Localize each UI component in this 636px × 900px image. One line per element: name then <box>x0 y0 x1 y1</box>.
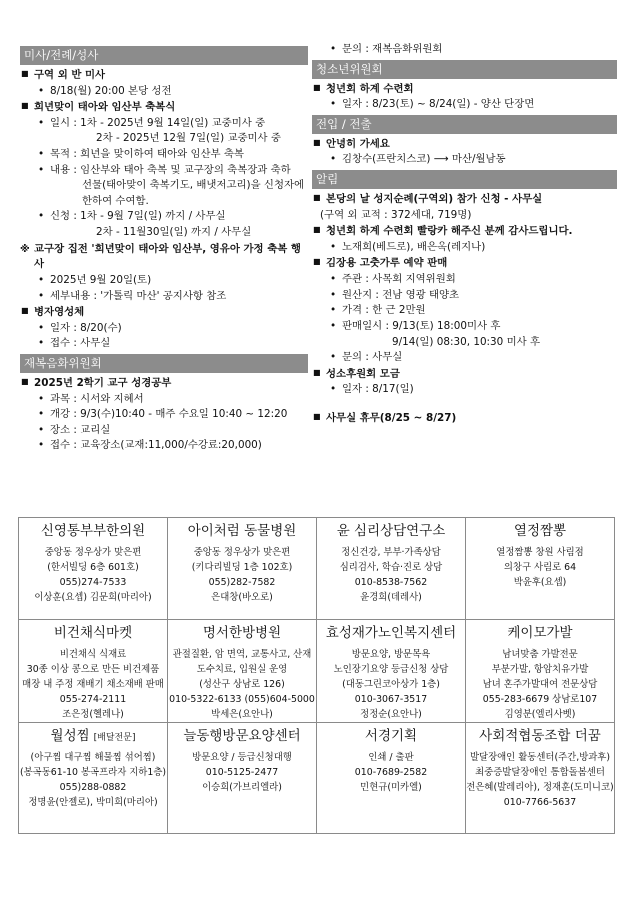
business-ad <box>19 723 168 834</box>
bullet-detail-continued: 선물(태아맞이 축복기도, 배냇저고리)을 신청자에 <box>82 179 305 192</box>
bullet-heading: ■ 희년맞이 태아와 임산부 축복식 <box>20 100 308 116</box>
business-name-text: 늘동행방문요양센터 <box>183 728 301 745</box>
bullet-heading: ■ 2025년 2학기 교구 성경공부 <box>20 376 308 392</box>
business-info-line: 방문요양, 방문목욕 <box>351 648 431 660</box>
bullet-detail: • 주관 : 사목회 지역위원회 <box>312 272 617 288</box>
business-info-line: 전은혜(발레리아), 정재훈(도미니코) <box>466 782 614 794</box>
business-info-line: 정신건강, 부부·가족상담 <box>341 546 441 558</box>
business-info-line: 부분가발, 항암치유가발 <box>491 663 589 675</box>
bullet-heading: ■ 본당의 날 성지순례(구역외) 참가 신청 - 사무실 <box>312 192 617 208</box>
business-name-text: 신영통부부한의원 <box>40 523 146 539</box>
business-info-line: 이승희(가브리엘라) <box>202 782 282 794</box>
bullet-detail: • 목적 : 희년을 맞이하여 태아와 임산부 축복 <box>20 147 308 163</box>
business-name <box>466 624 614 643</box>
business-name-text: 케이모가발 <box>507 625 573 641</box>
business-info-line: 010-3067-3517 <box>354 694 428 706</box>
bullet-heading: ■ 안녕히 가세요 <box>312 137 617 153</box>
section-header-liturgy: 미사/전례/성사 <box>20 46 308 65</box>
bullet-detail: • 세부내용 : '가톨릭 마산' 공지사항 참조 <box>20 289 308 305</box>
business-info-line: (봉곡동61-10 봉곡프라자 지하1층) <box>19 767 167 779</box>
business-name-text: 사회적협동조합 더꿈 <box>479 728 601 745</box>
directory-row <box>19 620 615 723</box>
business-info-line: (한서빌딩 6층 601호) <box>47 561 139 573</box>
business-name-text: 열정짬뽕 <box>513 523 567 539</box>
bullet-detail: • 일자 : 8/23(토) ~ 8/24(일) - 양산 단장면 <box>312 97 617 113</box>
business-ad <box>19 620 168 723</box>
business-name <box>19 624 167 643</box>
business-name <box>466 727 614 746</box>
business-ad <box>466 620 615 723</box>
business-ad <box>168 518 317 620</box>
business-name <box>19 727 167 746</box>
business-info-line: 중앙동 정우상가 맞은편 <box>44 546 142 558</box>
business-info-line: 인쇄 / 출판 <box>368 752 414 764</box>
business-info-line: 남녀 혼주가발대여 전문상담 <box>482 678 598 690</box>
business-info-line: 정정순(요안나) <box>360 709 422 721</box>
business-ad <box>466 723 615 834</box>
business-directory <box>18 517 615 834</box>
bullet-detail: • 문의 : 사무실 <box>312 350 617 366</box>
section-header-transfer: 전입 / 전출 <box>312 115 617 134</box>
business-info-line: (키다리빌딩 1층 102호) <box>191 561 293 573</box>
business-info-line: 남녀맞춤 가발전문 <box>502 648 578 660</box>
business-ad <box>317 518 466 620</box>
section-header-re-evangelization: 재복음화위원회 <box>20 354 308 373</box>
bullet-detail: • 내용 : 임산부와 태아 축복 및 교구장의 축복장과 축하 <box>20 163 308 179</box>
bullet-detail: • 개강 : 9/3(수)10:40 - 매주 수요일 10:40 ~ 12:20 <box>20 407 308 423</box>
business-info-line: 열정짬뽕 창원 사림점 <box>496 546 584 558</box>
business-info-line: 055)288-0882 <box>59 782 127 794</box>
business-ad <box>19 518 168 620</box>
bullet-detail: • 가격 : 한 근 2만원 <box>312 303 617 319</box>
bullet-heading: ■ 성소후원회 모금 <box>312 367 617 383</box>
business-info-line: 도수치료, 입원실 운영 <box>196 663 288 675</box>
business-ad <box>466 518 615 620</box>
bullet-detail: • 2025년 9월 20일(토) <box>20 273 308 289</box>
business-name-text: 명서한방병원 <box>202 625 282 641</box>
business-info-line: 010-7766-5637 <box>503 797 577 809</box>
bullet-detail-continued: 2차 - 2025년 12월 7일(일) 교중미사 중 <box>96 132 281 145</box>
business-name-text: 월성찜 <box>50 728 90 745</box>
business-name <box>466 522 614 541</box>
section-header-youth: 청소년위원회 <box>312 60 617 79</box>
business-info-line: 055-283-6679 상남로107 <box>482 694 598 706</box>
business-info-line: 조은정(헬레나) <box>62 709 124 721</box>
bullet-detail: • 김창수(프란치스코) ⟶ 마산/월남동 <box>312 152 617 168</box>
business-info-line: 010-5322-6133 (055)604-5000 <box>169 694 315 706</box>
business-tag: [배달전문] <box>93 733 136 744</box>
business-info-line: 관절질환, 암 면역, 교통사고, 산재 <box>172 648 312 660</box>
business-name-text: 윤 심리상담연구소 <box>336 523 446 539</box>
bullet-heading: ■ 사무실 휴무(8/25 ~ 8/27) <box>312 411 617 427</box>
bullet-heading: ■ 병자영성체 <box>20 305 308 321</box>
business-info-line: (대동그린코아상가 1층) <box>342 678 440 690</box>
business-info-line: 노인장기요양 등급신청 상담 <box>333 663 449 675</box>
business-info-line: 김영분(엘리사벳) <box>504 709 576 721</box>
bullet-heading: ■ 김장용 고춧가루 예약 판매 <box>312 256 617 272</box>
business-info-line: 최중증발달장애인 통합돌봄센터 <box>475 767 605 779</box>
section-header-notice: 알림 <box>312 170 617 189</box>
business-info-line: 055-274-2111 <box>59 694 127 706</box>
business-name <box>168 522 316 541</box>
business-info-line: 민현규(미카엘) <box>360 782 422 794</box>
business-info-line: 매장 내 주정 재배기 채소재배 판매 <box>22 678 164 690</box>
business-name-text: 서경기획 <box>364 728 418 745</box>
business-ad <box>168 723 317 834</box>
business-info-line: 055)282-7582 <box>208 576 276 588</box>
bullet-detail: • 8/18(월) 20:00 본당 성전 <box>20 84 308 100</box>
business-info-line: 비건채식 식재료 <box>59 648 127 660</box>
business-name-text: 비건채식마켓 <box>53 625 133 641</box>
bullet-detail-continued: 한하여 수여함. <box>82 194 149 207</box>
bullet-detail: • 장소 : 교리실 <box>20 423 308 439</box>
business-name-text: 효성재가노인복지센터 <box>325 625 457 641</box>
bullet-detail: • 과목 : 시서와 지혜서 <box>20 392 308 408</box>
business-info-line: 방문요양 / 등급신청대행 <box>192 752 292 764</box>
business-info-line: 055)274-7533 <box>59 576 127 588</box>
business-name <box>317 727 465 746</box>
bullet-detail: • 일자 : 8/20(수) <box>20 321 308 337</box>
bullet-detail-continued: 2차 - 11월30일(일) 까지 / 사무실 <box>96 226 252 239</box>
business-info-line: 박윤후(요셉) <box>513 576 567 588</box>
bullet-heading: ■ 청년회 하계 수련회 빨랑카 해주신 분께 감사드립니다. <box>312 224 617 240</box>
left-column <box>20 44 308 454</box>
bullet-heading: ■ 청년회 하계 수련회 <box>312 82 617 98</box>
business-ad <box>168 620 317 723</box>
business-name <box>19 522 167 541</box>
business-name <box>168 624 316 643</box>
business-info-line: 010-7689-2582 <box>354 767 428 779</box>
bullet-detail: • 일시 : 1차 - 2025년 9월 14일(일) 교중미사 중 <box>20 116 308 132</box>
business-info-line: 중앙동 정우상가 맞은편 <box>193 546 291 558</box>
bullet-detail: • 접수 : 교육장소(교재:11,000/수강료:20,000) <box>20 438 308 454</box>
business-info-line: 010-8538-7562 <box>354 576 428 588</box>
business-info-line: 발달장애인 활동센터(주간,방과후) <box>469 752 611 764</box>
business-info-line: 의창구 사림로 64 <box>503 561 577 573</box>
business-name <box>317 624 465 643</box>
business-info-line: 010-5125-2477 <box>205 767 279 779</box>
directory-row <box>19 518 615 620</box>
bullet-detail: • 원산지 : 전남 영광 태양초 <box>312 288 617 304</box>
directory-row <box>19 723 615 834</box>
bullet-heading: ■ 구역 외 반 미사 <box>20 68 308 84</box>
business-name <box>168 727 316 746</box>
bullet-paragraph: (구역 외 교적 : 372세대, 719명) <box>320 208 472 221</box>
bullet-detail: • 노재희(베드로), 배은옥(레지나) <box>312 240 617 256</box>
business-ad <box>317 620 466 723</box>
bullet-detail: • 신청 : 1차 - 9월 7일(일) 까지 / 사무실 <box>20 209 308 225</box>
bullet-detail: • 일자 : 8/17(일) <box>312 382 617 398</box>
business-info-line: (아구찜 대구찜 해물찜 섞어찜) <box>30 752 156 764</box>
business-info-line: 은대창(바오로) <box>211 592 273 604</box>
bullet-detail: • 접수 : 사무실 <box>20 336 308 352</box>
business-info-line: 박세은(요안나) <box>211 709 273 721</box>
business-info-line: 정명윤(안젤로), 박미희(마리아) <box>28 797 158 809</box>
bullet-detail: • 문의 : 재복음화위원회 <box>312 42 617 58</box>
business-info-line: (성산구 상남로 126) <box>199 678 285 690</box>
business-info-line: 윤경희(데레사) <box>360 592 422 604</box>
business-info-line: 30종 이상 콩으로 만든 비건제품 <box>26 663 160 675</box>
business-info-line: 이상훈(요셉) 김문희(마리아) <box>34 592 152 604</box>
bullet-detail: • 판매일시 : 9/13(토) 18:00미사 후 <box>312 319 617 335</box>
business-name-text: 아이처럼 동물병원 <box>187 523 297 539</box>
business-info-line: 심리검사, 학습·진로 상담 <box>339 561 443 573</box>
bullet-detail-continued: 9/14(일) 08:30, 10:30 미사 후 <box>392 335 540 348</box>
business-ad <box>317 723 466 834</box>
note-heading: ※ 교구장 집전 '희년맞이 태아와 임산부, 영유아 가정 축복 행사 <box>20 242 308 273</box>
business-name <box>317 522 465 541</box>
right-column <box>312 42 617 427</box>
